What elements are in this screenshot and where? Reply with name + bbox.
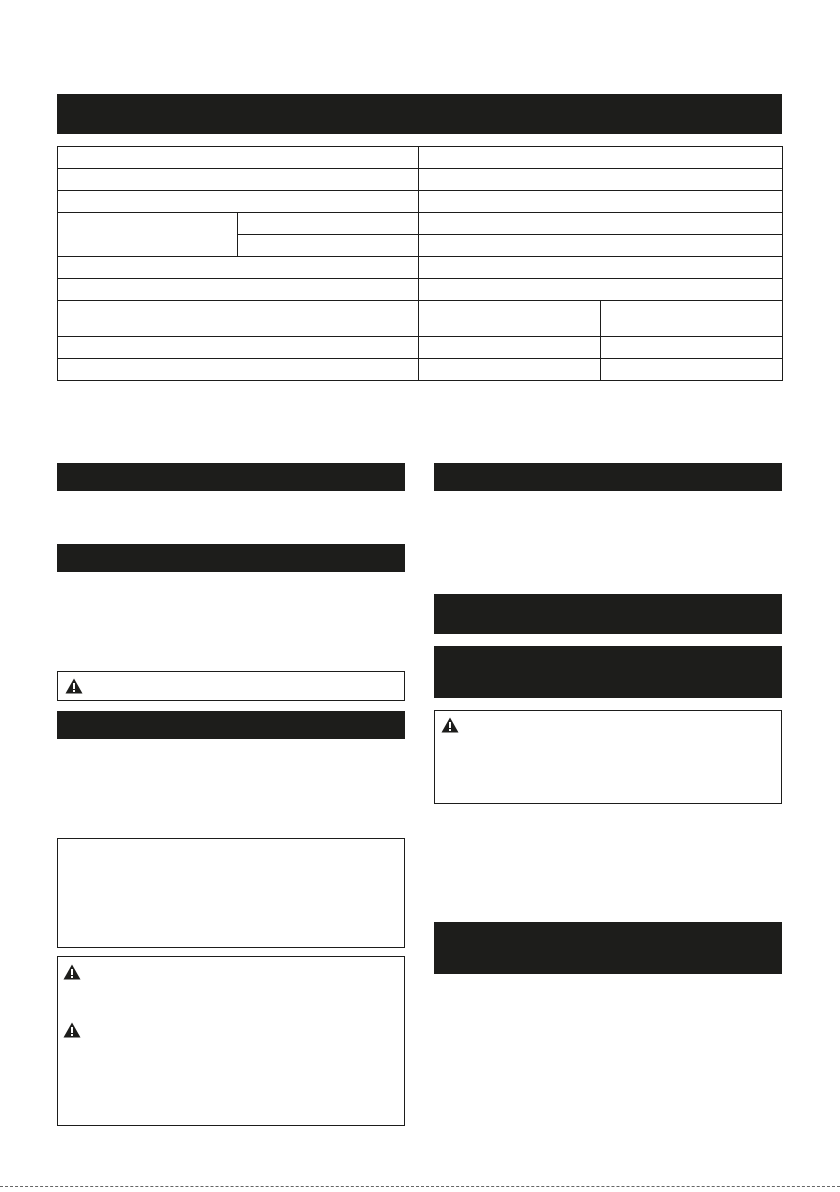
section-header-bar (434, 463, 782, 491)
table-cell (419, 279, 783, 301)
table-cell (58, 257, 419, 279)
table-row (58, 147, 783, 169)
table-cell (58, 337, 419, 359)
table-cell (419, 301, 601, 337)
table-cell (238, 213, 419, 235)
table-cell (58, 279, 419, 301)
table-row (58, 191, 783, 213)
section-header-bar (434, 594, 782, 634)
table-row (58, 279, 783, 301)
table-row (58, 257, 783, 279)
table-row (58, 359, 783, 381)
table-row (58, 301, 783, 337)
table-cell (58, 301, 419, 337)
section-header-bar (57, 463, 405, 491)
specifications-header-bar (57, 94, 782, 134)
table-cell (419, 147, 783, 169)
table-cell (601, 359, 783, 381)
table-cell (58, 213, 238, 257)
warning-box (57, 956, 405, 1126)
warning-box (434, 710, 782, 804)
table-cell (419, 359, 601, 381)
page-bottom-rule (0, 1186, 840, 1187)
table-cell (419, 337, 601, 359)
table-row (58, 213, 783, 235)
table-cell (419, 213, 783, 235)
table-cell (419, 191, 783, 213)
table-cell (601, 337, 783, 359)
section-header-bar (434, 646, 782, 698)
table-cell (419, 169, 783, 191)
table-cell (58, 359, 419, 381)
warning-box (57, 671, 405, 701)
warning-triangle-icon (63, 1022, 81, 1038)
table-row (58, 337, 783, 359)
warning-triangle-icon (63, 964, 81, 980)
notice-box (57, 838, 405, 948)
specifications-table (57, 146, 783, 381)
table-row (58, 169, 783, 191)
section-header-bar (434, 922, 782, 974)
table-cell (601, 301, 783, 337)
table-cell (58, 191, 419, 213)
table-cell (419, 257, 783, 279)
table-cell (58, 169, 419, 191)
section-header-bar (57, 711, 405, 739)
section-header-bar (57, 544, 405, 572)
table-cell (238, 235, 419, 257)
warning-triangle-icon (441, 717, 459, 733)
warning-triangle-icon (65, 678, 83, 694)
table-cell (419, 235, 783, 257)
table-cell (58, 147, 419, 169)
